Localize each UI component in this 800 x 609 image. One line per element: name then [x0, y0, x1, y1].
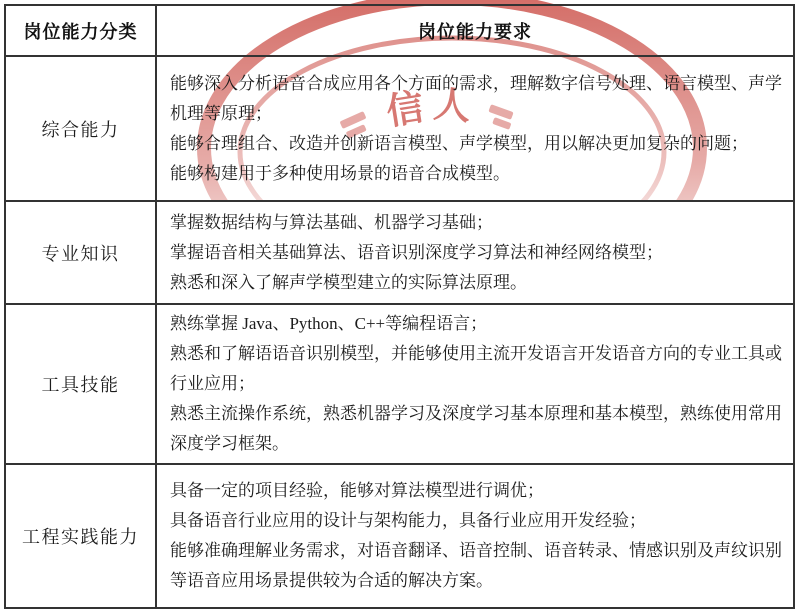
table-row	[5, 201, 794, 304]
seal-character: 人	[431, 84, 473, 129]
requirement-item: 掌握数据结构与算法基础、机器学习基础；	[170, 212, 493, 232]
requirement-item: 熟悉主流操作系统，熟悉机器学习及深度学习基本原理和基本模型，熟练使用常用深度学习框架。	[170, 404, 782, 453]
category-cell: 工具技能	[5, 304, 156, 464]
requirement-item: 掌握语音相关基础算法、语音识别深度学习算法和神经网络模型；	[170, 242, 663, 262]
requirement-item: 具备语音行业应用的设计与架构能力，具备行业应用开发经验；	[170, 511, 646, 530]
requirement-item: 能够深入分析语音合成应用各个方面的需求，理解数字信号处理、语言模型、声学机理等原理；	[170, 73, 782, 123]
header-requirements: 岗位能力要求	[156, 5, 794, 56]
requirement-item: 能够构建用于多种使用场景的语音合成模型。	[170, 163, 510, 183]
seal-character: 信	[383, 87, 427, 134]
requirement-item: 能够准确理解业务需求，对语音翻译、语音控制、语音转录、情感识别及声纹识别等语音应用场景提供较为合适的解决方案。	[170, 541, 782, 590]
requirements-cell	[156, 56, 794, 201]
category-cell: 工程实践能力	[5, 464, 156, 608]
requirements-cell	[156, 304, 794, 464]
requirement-item: 熟悉和深入了解声学模型建立的实际算法原理。	[170, 272, 527, 292]
requirement-item: 具备一定的项目经验，能够对算法模型进行调优；	[170, 481, 544, 500]
requirement-item: 能够合理组合、改造并创新语言模型、声学模型，用以解决更加复杂的问题；	[170, 133, 748, 153]
category-cell: 专业知识	[5, 201, 156, 304]
table-row	[5, 464, 794, 608]
capability-table	[4, 4, 795, 609]
table-row	[5, 56, 794, 201]
header-category: 岗位能力分类	[5, 5, 156, 56]
table-row	[5, 304, 794, 464]
requirement-item: 熟悉和了解语语音识别模型，并能够使用主流开发语言开发语音方向的专业工具或行业应用；	[170, 344, 782, 393]
header-row	[5, 5, 794, 56]
category-cell: 综合能力	[5, 56, 156, 201]
requirements-cell	[156, 201, 794, 304]
requirement-item: 熟练掌握 Java、Python、C++等编程语言；	[170, 314, 488, 333]
requirements-cell	[156, 464, 794, 608]
